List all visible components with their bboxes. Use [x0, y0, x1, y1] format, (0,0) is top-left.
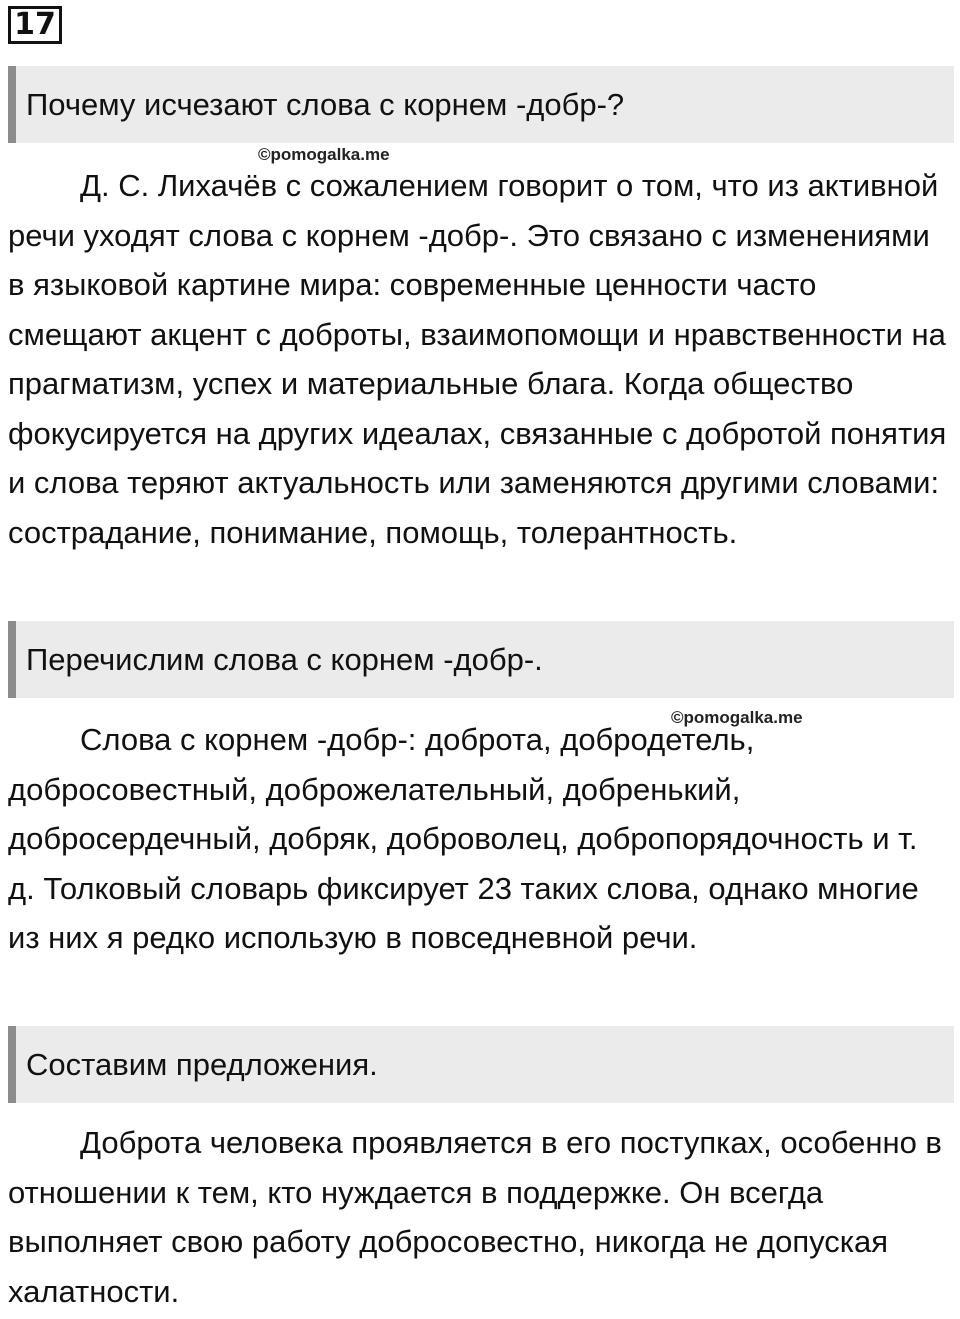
answer-paragraph-1 — [8, 161, 948, 557]
watermark-1: ©pomogalka.me — [258, 145, 390, 164]
answer-paragraph-3 — [8, 1118, 948, 1316]
section-header-1: Почему исчезают слова с корнем -добр-? — [8, 66, 954, 143]
watermark-2: ©pomogalka.me — [671, 708, 803, 727]
answer-text-3: Доброта человека проявляется в его поступках, особенно в отношении к тем, кто нуждается в поддержке. Он всегда выполняет свою работу добросовестно, никогда не допуская халатности. — [8, 1125, 942, 1309]
answer-paragraph-2 — [8, 715, 948, 963]
task-number: 17 — [8, 6, 62, 44]
answer-text-1: Д. С. Лихачёв с сожалением говорит о том, что из активной речи уходят слова с корнем -добр-. Это связано с изменениями в языковой картине мира: современные ценности часто смещают акцент с доброты, взаимопомощи и нравственности на прагматизм, успех и материальные блага. Когда общество фокусируется на других идеалах, связанные с добротой понятия и слова теряют актуальность или заменяются другими словами: сострадание, понимание, помощь, толерантность. — [8, 168, 947, 550]
section-header-2: Перечислим слова с корнем -добр-. — [8, 621, 954, 698]
answer-text-2: Слова с корнем -добр-: доброта, добродетель, добросовестный, доброжелательный, добренький, добросердечный, добряк, доброволец, добропорядочность и т. д. Толковый словарь фиксирует 23 таких слова, однако многие из них я редко использую в повседневной речи. — [8, 722, 919, 955]
section-header-3: Составим предложения. — [8, 1026, 954, 1103]
